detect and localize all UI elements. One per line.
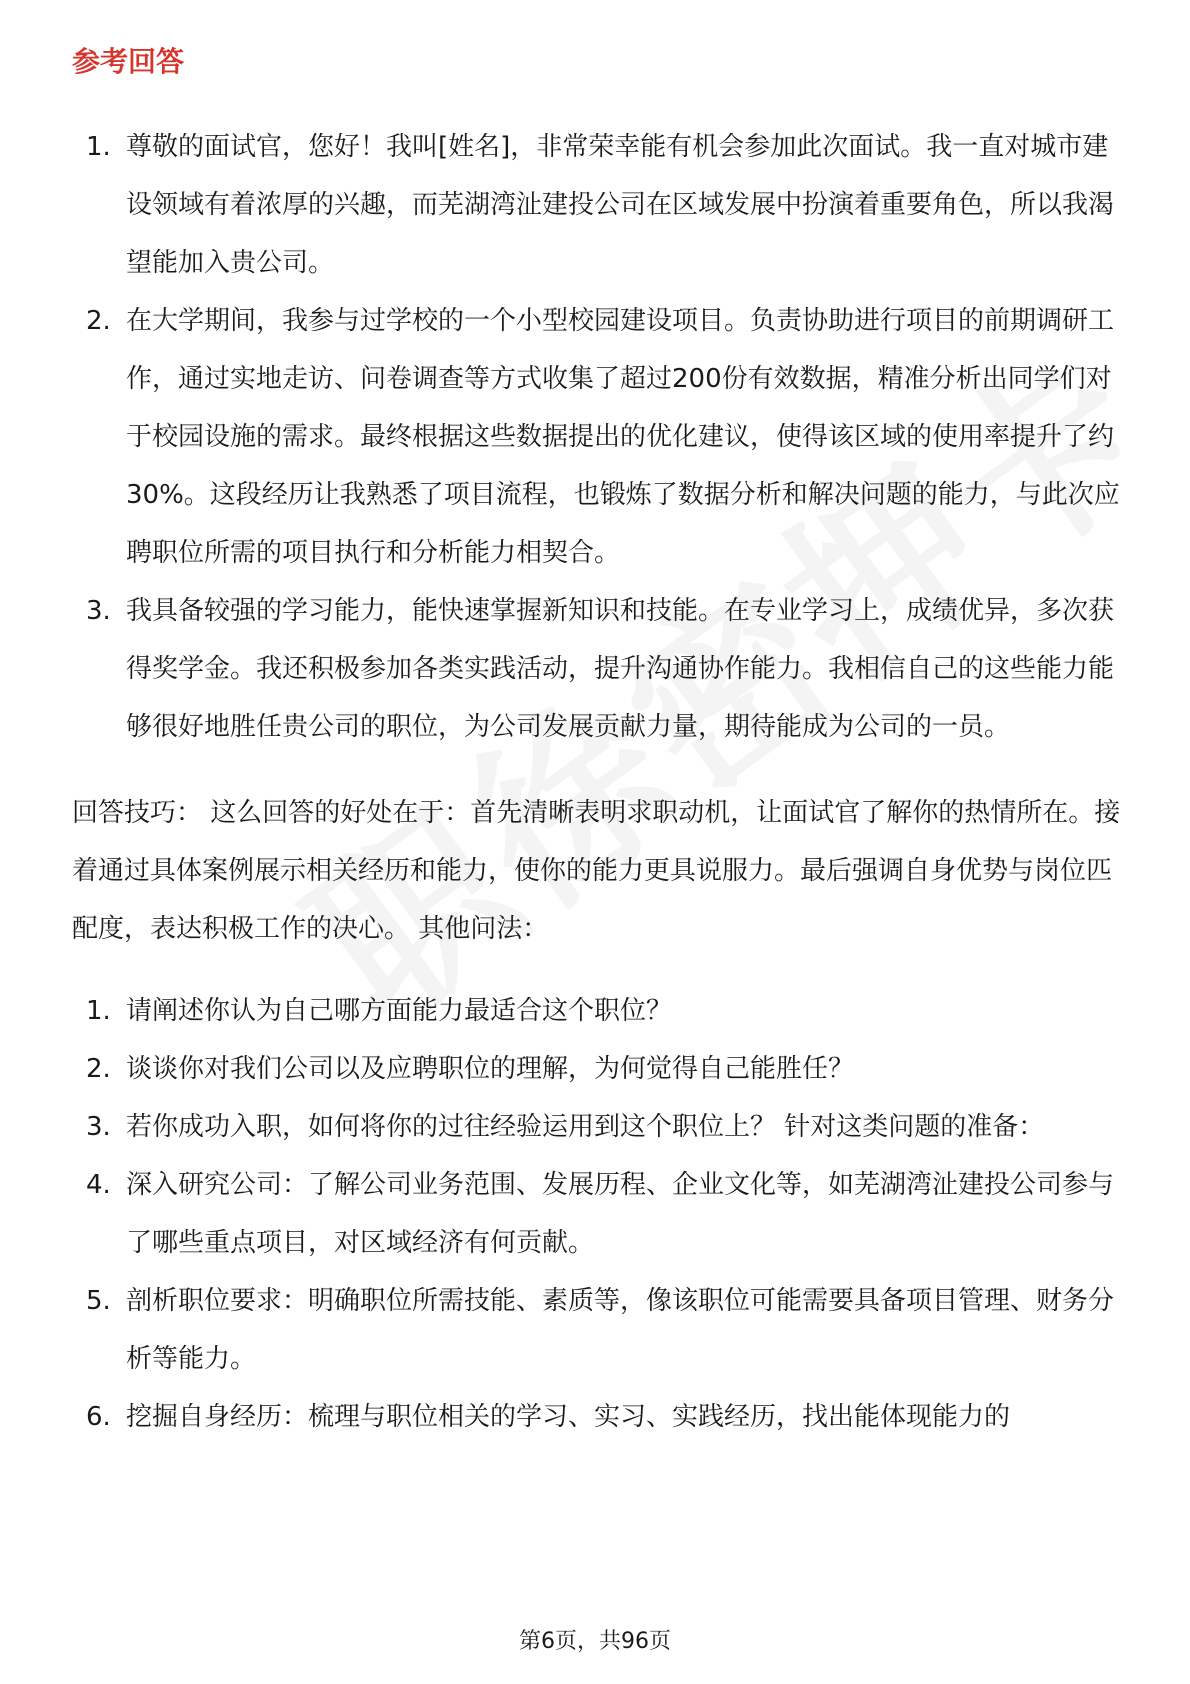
page-footer: 第6页，共96页 [519,1629,671,1654]
list-number: 4. [86,1170,111,1200]
other-questions-list [72,982,1122,1446]
list-item-text: 谈谈你对我们公司以及应聘职位的理解，为何觉得自己能胜任？ [126,1054,855,1084]
list-item [72,1388,1122,1446]
list-number: 3. [86,596,111,626]
list-item [72,292,1122,582]
list-number: 6. [86,1402,111,1432]
list-item [72,582,1122,756]
list-item [72,1098,1122,1156]
list-item-text: 尊敬的面试官，您好！我叫[姓名]，非常荣幸能有机会参加此次面试。我一直对城市建设领域有着浓厚的兴趣，而芜湖湾沚建投公司在区域发展中扮演着重要角色，所以我渴望能加入贵公司。 [126,132,1115,278]
list-item [72,982,1122,1040]
list-item-text: 剖析职位要求：明确职位所需技能、素质等，像该职位可能需要具备项目管理、财务分析等能力。 [126,1286,1115,1374]
list-number: 1. [86,996,111,1026]
list-number: 3. [86,1112,111,1142]
list-number: 2. [86,306,111,336]
list-number: 5. [86,1286,111,1316]
list-item-text: 请阐述你认为自己哪方面能力最适合这个职位？ [126,996,673,1026]
list-item-text: 若你成功入职，如何将你的过往经验运用到这个职位上？ 针对这类问题的准备： [126,1112,1045,1142]
list-item-text: 挖掘自身经历：梳理与职位相关的学习、实习、实践经历，找出能体现能力的 [126,1402,1011,1432]
list-item-text: 在大学期间，我参与过学校的一个小型校园建设项目。负责协助进行项目的前期调研工作，通过实地走访、问卷调查等方式收集了超过200份有效数据，精准分析出同学们对于校园设施的需求。最终根据这些数据提出的优化建议，使得该区域的使用率提升了约30%。这段经历让我熟悉了项目流程，也锻炼了数据分析和解决问题的能力，与此次应聘职位所需的项目执行和分析能力相契合。 [126,306,1120,568]
answer-list [72,118,1122,756]
list-item [72,1040,1122,1098]
list-item [72,1272,1122,1388]
section-heading: 参考回答 [72,45,185,78]
list-item [72,1156,1122,1272]
list-item-text: 我具备较强的学习能力，能快速掌握新知识和技能。在专业学习上，成绩优异，多次获得奖学金。我还积极参加各类实践活动，提升沟通协作能力。我相信自己的这些能力能够很好地胜任贵公司的职位，为公司发展贡献力量，期待能成为公司的一员。 [126,596,1115,742]
list-item [72,118,1122,292]
answer-tips: 回答技巧： 这么回答的好处在于：首先清晰表明求职动机，让面试官了解你的热情所在。接着通过具体案例展示相关经历和能力，使你的能力更具说服力。最后强调自身优势与岗位匹配度，表达积极工作的决心。 其他问法： [72,798,1121,944]
list-number: 1. [86,132,111,162]
list-item-text: 深入研究公司：了解公司业务范围、发展历程、企业文化等，如芜湖湾沚建投公司参与了哪些重点项目，对区域经济有何贡献。 [126,1170,1115,1258]
list-number: 2. [86,1054,111,1084]
content [72,40,1122,1446]
